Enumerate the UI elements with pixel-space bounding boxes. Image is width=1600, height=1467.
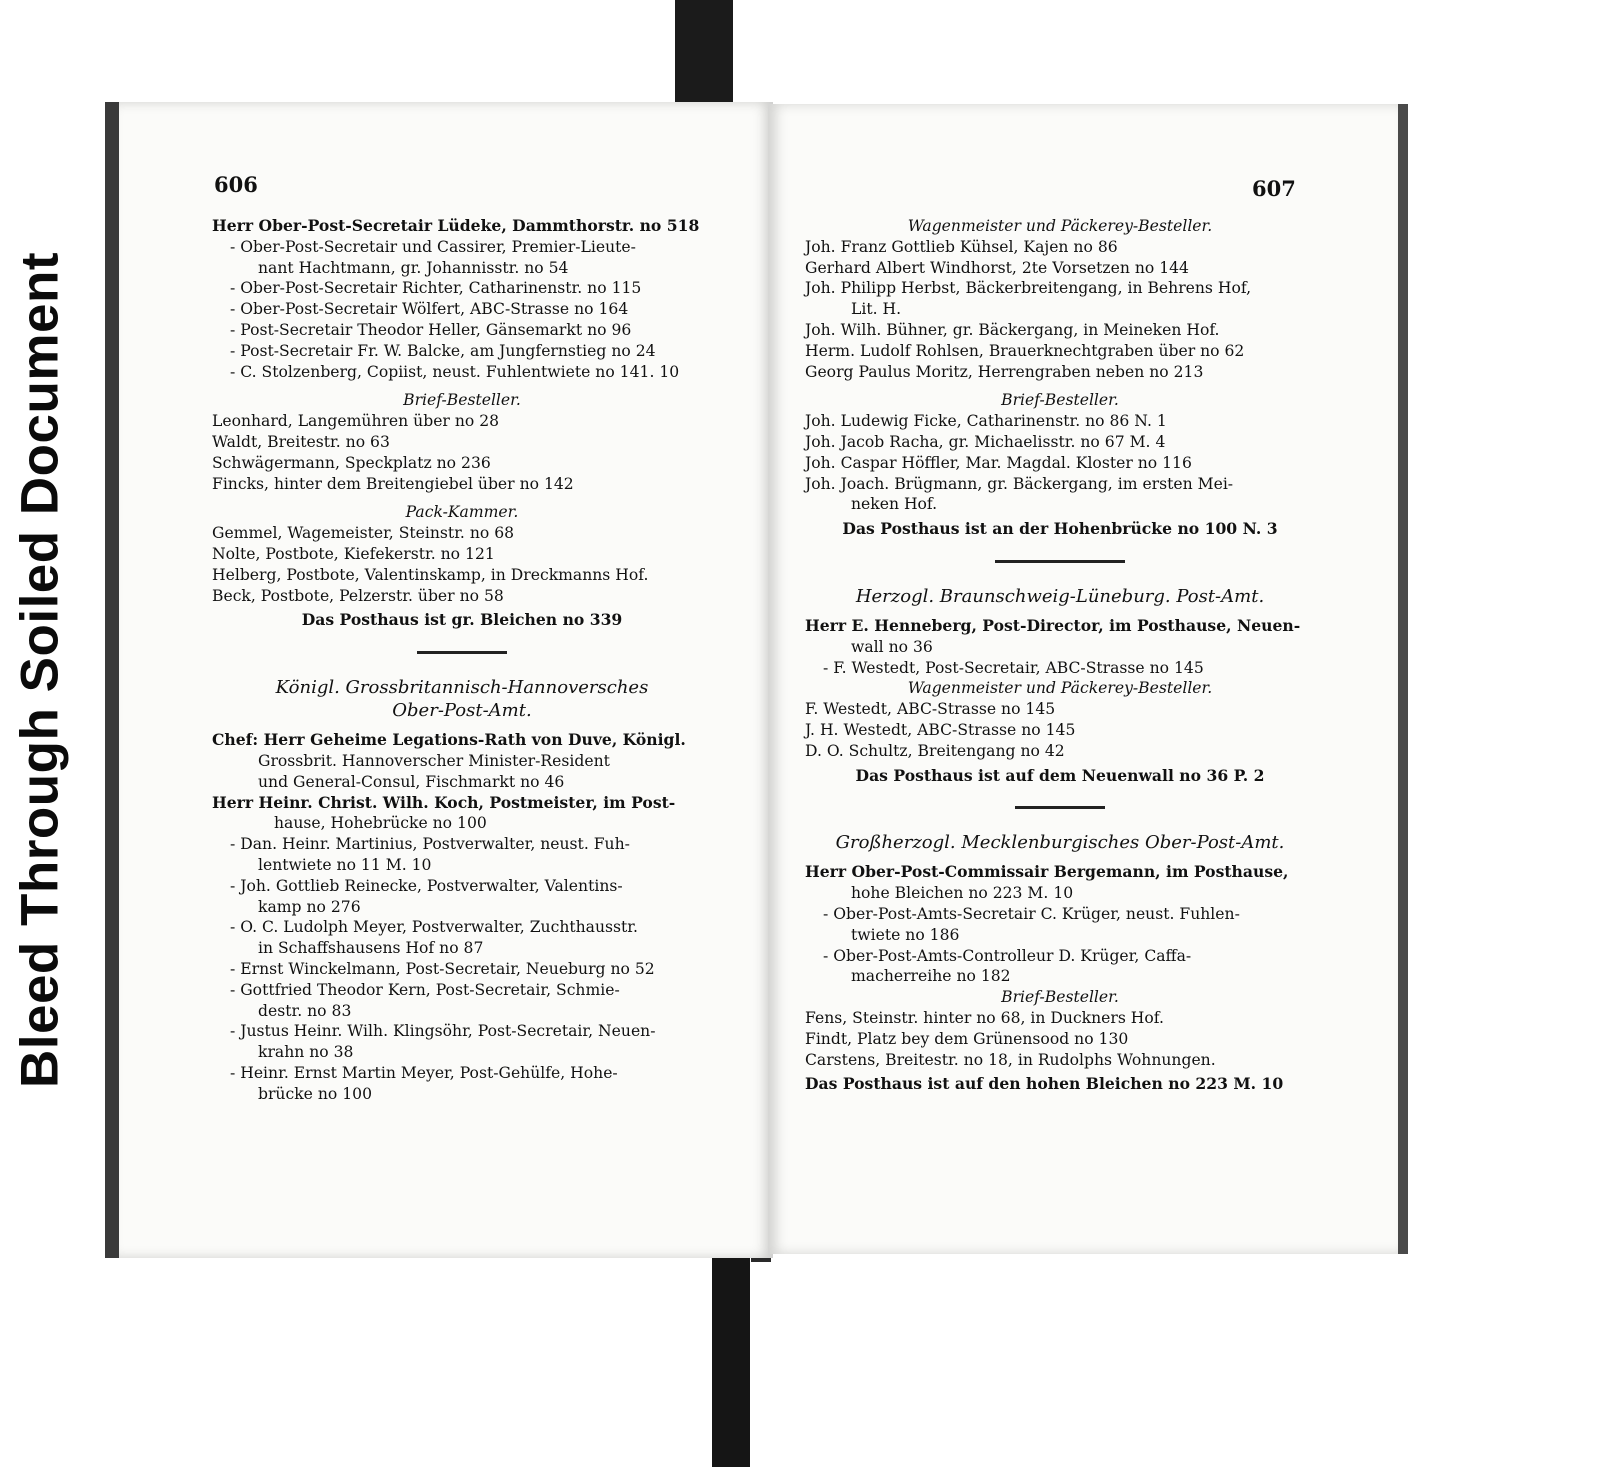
office-title: Großherzogl. Mecklenburgisches Ober-Post-Amt. xyxy=(835,832,1285,854)
list-item: hohe Bleichen no 223 M. 10 xyxy=(851,884,1074,903)
list-item: nant Hachtmann, gr. Johannisstr. no 54 xyxy=(258,258,569,277)
list-item: kamp no 276 xyxy=(258,897,361,916)
list-item: Joh. Wilh. Bühner, gr. Bäckergang, in Meineken Hof. xyxy=(805,320,1220,339)
list-item: Joh. Joach. Brügmann, gr. Bäckergang, im ersten Mei- xyxy=(805,474,1234,493)
list-item: Joh. Ludewig Ficke, Catharinenstr. no 86 N. 1 xyxy=(805,412,1167,431)
list-item: Herr Heinr. Christ. Wilh. Koch, Postmeister, im Post- xyxy=(212,792,676,812)
section-heading-wagen: Wagenmeister und Päckerey-Besteller. xyxy=(907,217,1213,235)
list-item: - Justus Heinr. Wilh. Klingsöhr, Post-Secretair, Neuen- xyxy=(230,1022,656,1041)
list-item: krahn no 38 xyxy=(258,1043,354,1062)
office-title: Königl. Grossbritannisch-Hannoversches xyxy=(275,677,649,699)
list-item: Helberg, Postbote, Valentinskamp, in Dreckmanns Hof. xyxy=(212,565,649,584)
list-item: - Ober-Post-Secretair und Cassirer, Premier-Lieute- xyxy=(230,237,636,256)
list-item: Leonhard, Langemühren über no 28 xyxy=(212,412,500,431)
list-item: Grossbrit. Hannoverscher Minister-Resident xyxy=(258,751,610,770)
condition-stamp xyxy=(8,150,72,1190)
office-title: Herzogl. Braunschweig-Lüneburg. Post-Amt. xyxy=(855,585,1265,607)
section-divider xyxy=(417,651,507,654)
list-item: D. O. Schultz, Breitengang no 42 xyxy=(805,741,1065,760)
list-item: twiete no 186 xyxy=(851,925,960,944)
page-number-left: 606 xyxy=(214,172,258,197)
list-item: Fens, Steinstr. hinter no 68, in Duckners Hof. xyxy=(805,1008,1164,1027)
open-book xyxy=(78,96,1418,1266)
list-item: - Ober-Post-Secretair Wölfert, ABC-Strasse no 164 xyxy=(230,300,629,319)
bookmark-ribbon-top xyxy=(675,0,733,110)
list-item: Chef: Herr Geheime Legations-Rath von Duve, Königl. xyxy=(212,730,686,750)
list-item: Gemmel, Wagemeister, Steinstr. no 68 xyxy=(212,524,515,543)
list-item: neken Hof. xyxy=(851,495,938,514)
left-page xyxy=(105,102,773,1258)
section-divider xyxy=(1015,806,1105,809)
list-item: - Ober-Post-Amts-Secretair C. Krüger, neust. Fuhlen- xyxy=(823,904,1240,923)
list-item: Lit. H. xyxy=(851,300,902,319)
list-item: Nolte, Postbote, Kiefekerstr. no 121 xyxy=(212,544,495,563)
list-item: J. H. Westedt, ABC-Strasse no 145 xyxy=(805,720,1076,739)
list-item: - Ernst Winckelmann, Post-Secretair, Neueburg no 52 xyxy=(230,959,655,978)
bookmark-ribbon-bottom xyxy=(712,1255,750,1467)
list-item: Findt, Platz bey dem Grünensood no 130 xyxy=(805,1029,1129,1048)
condition-stamp-text: Bleed Through Soiled Document xyxy=(10,251,70,1089)
list-item: destr. no 83 xyxy=(258,1001,352,1020)
list-item: - Post-Secretair Fr. W. Balcke, am Jungfernstieg no 24 xyxy=(230,341,656,360)
list-item: Joh. Philipp Herbst, Bäckerbreitengang, in Behrens Hof, xyxy=(805,279,1252,298)
right-page-content xyxy=(805,216,1315,1095)
section-divider xyxy=(995,560,1125,563)
list-item: wall no 36 xyxy=(851,637,933,656)
list-item: - F. Westedt, Post-Secretair, ABC-Strasse no 145 xyxy=(823,658,1204,677)
list-item: - Joh. Gottlieb Reinecke, Postverwalter, Valentins- xyxy=(230,876,623,895)
list-item: - O. C. Ludolph Meyer, Postverwalter, Zuchthausstr. xyxy=(230,918,638,937)
section-heading-brief: Brief-Besteller. xyxy=(1001,988,1119,1007)
section-heading-brief: Brief-Besteller. xyxy=(1001,391,1119,410)
list-item: Carstens, Breitestr. no 18, in Rudolphs Wohnungen. xyxy=(805,1050,1216,1069)
list-item: Gerhard Albert Windhorst, 2te Vorsetzen no 144 xyxy=(805,258,1189,277)
list-item: Herr Ober-Post-Commissair Bergemann, im Posthause, xyxy=(805,862,1289,882)
section-heading-pack: Pack-Kammer. xyxy=(405,503,519,522)
list-item: Fincks, hinter dem Breitengiebel über no 142 xyxy=(212,474,574,493)
list-item: - Heinr. Ernst Martin Meyer, Post-Gehülfe, Hohe- xyxy=(230,1063,618,1082)
list-item: - Gottfried Theodor Kern, Post-Secretair, Schmie- xyxy=(230,980,620,999)
section-heading-wagen: Wagenmeister und Päckerey-Besteller. xyxy=(907,679,1213,698)
list-item: Joh. Jacob Racha, gr. Michaelisstr. no 67 M. 4 xyxy=(805,432,1166,451)
list-item: lentwiete no 11 M. 10 xyxy=(258,855,432,874)
left-page-content xyxy=(212,216,712,1104)
list-item: Waldt, Breitestr. no 63 xyxy=(212,432,390,451)
list-item: Schwägermann, Speckplatz no 236 xyxy=(212,453,491,472)
list-item: Herr E. Henneberg, Post-Director, im Posthause, Neuen- xyxy=(805,615,1301,635)
page-number-right: 607 xyxy=(1252,176,1296,201)
section-heading-brief: Brief-Besteller. xyxy=(403,391,521,410)
list-item: Herr Ober-Post-Secretair Lüdeke, Dammthorstr. no 518 xyxy=(212,216,700,235)
list-item: Herm. Ludolf Rohlsen, Brauerknechtgraben über no 62 xyxy=(805,341,1245,360)
list-item: und General-Consul, Fischmarkt no 46 xyxy=(258,772,565,791)
list-item: - Ober-Post-Secretair Richter, Catharinenstr. no 115 xyxy=(230,279,642,298)
posthaus-address: Das Posthaus ist gr. Bleichen no 339 xyxy=(301,610,623,630)
list-item: - Dan. Heinr. Martinius, Postverwalter, neust. Fuh- xyxy=(230,835,630,854)
list-item: F. Westedt, ABC-Strasse no 145 xyxy=(805,700,1056,719)
posthaus-address: Das Posthaus ist an der Hohenbrücke no 100 N. 3 xyxy=(842,519,1278,539)
posthaus-address: Das Posthaus ist auf dem Neuenwall no 36 P. 2 xyxy=(855,765,1265,785)
right-page xyxy=(768,104,1408,1254)
list-item: - C. Stolzenberg, Copiist, neust. Fuhlentwiete no 141. 10 xyxy=(230,362,680,381)
list-item: - Ober-Post-Amts-Controlleur D. Krüger, Caffa- xyxy=(823,946,1192,965)
list-item: Joh. Caspar Höffler, Mar. Magdal. Kloster no 116 xyxy=(805,453,1192,472)
list-item: Beck, Postbote, Pelzerstr. über no 58 xyxy=(212,586,504,605)
list-item: brücke no 100 xyxy=(258,1084,372,1103)
office-title: Ober-Post-Amt. xyxy=(392,700,532,722)
list-item: in Schaffshausens Hof no 87 xyxy=(258,939,484,958)
list-item: Georg Paulus Moritz, Herrengraben neben no 213 xyxy=(805,362,1204,381)
list-item: Joh. Franz Gottlieb Kühsel, Kajen no 86 xyxy=(805,237,1118,256)
posthaus-address: Das Posthaus ist auf den hohen Bleichen no 223 M. 10 xyxy=(805,1074,1284,1094)
list-item: macherreihe no 182 xyxy=(851,967,1011,986)
list-item: hause, Hohebrücke no 100 xyxy=(274,814,487,833)
list-item: - Post-Secretair Theodor Heller, Gänsemarkt no 96 xyxy=(230,320,632,339)
